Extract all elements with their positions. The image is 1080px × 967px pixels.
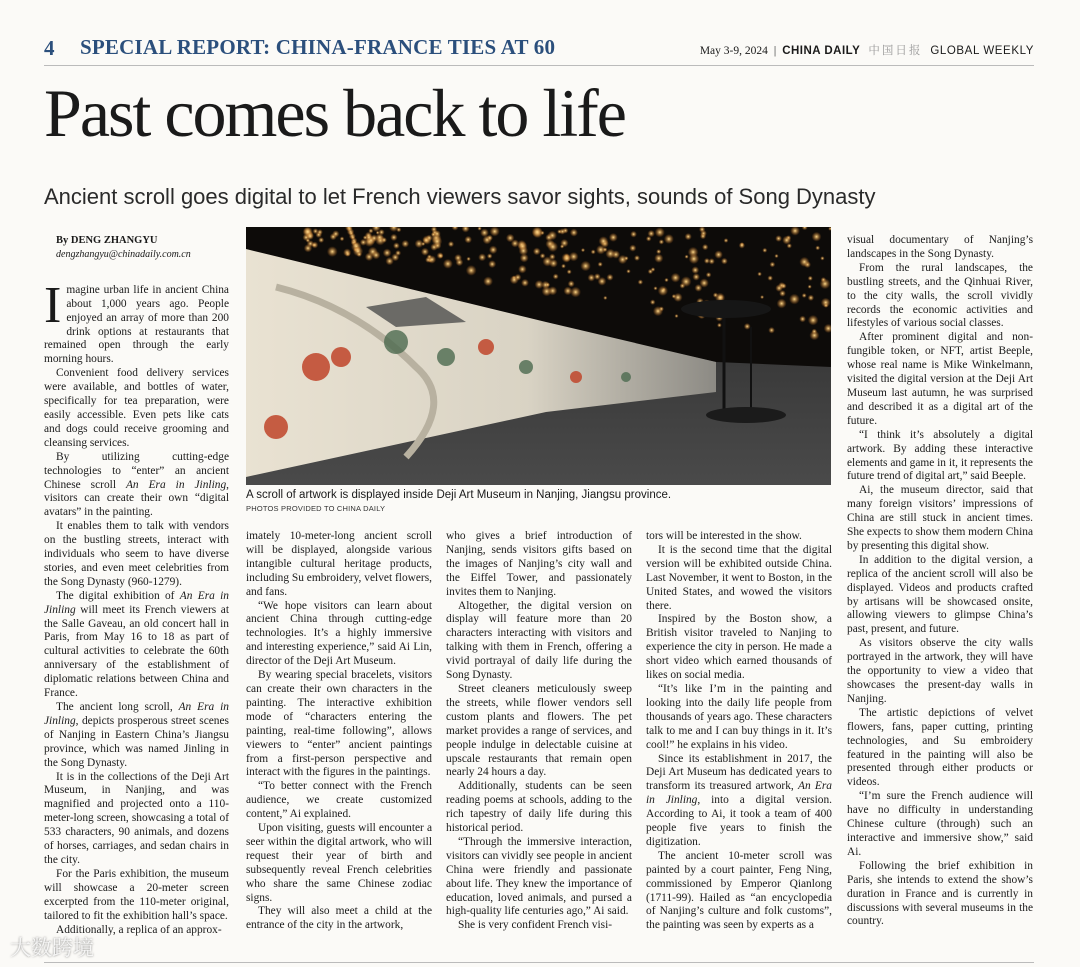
paragraph: Street cleaners meticulously sweep the streets, while flower vendors sell custom plants and flowers. The pet market provides a range of services, and people indulge in delectable cuisine at upscale restaurants that remain open nearly 24 hours a day. (446, 682, 632, 779)
photo-caption: A scroll of artwork is displayed inside Deji Art Museum in Nanjing, Jiangsu province. (246, 489, 672, 501)
masthead (700, 42, 1034, 58)
edition-name: GLOBAL WEEKLY (930, 45, 1034, 57)
paragraph: Ai, the museum director, said that many foreign visitors’ impressions of China are still stuck in ancient times. She expects to show them modern China by presenting this digital show. (847, 484, 1034, 552)
paragraph: Additionally, students can be seen reading poems at schools, adding to the rich tapestry of daily life during this historical period. (446, 780, 632, 835)
paragraph: “To better connect with the French audience, we create customized content,” Ai explained. (246, 780, 432, 821)
paragraph: As visitors observe the city walls portrayed in the artwork, they will have the opportunity to view a video that showcases the present-day walls in Nanjing. (847, 637, 1033, 705)
paragraph: From the rural landscapes, the bustling streets, and the Qinhuai River, to the city walls, the scroll vividly records the economic activities and lifestyles of various social classes. (847, 261, 1033, 330)
paragraph: She is very confident French visi- (458, 919, 613, 932)
paragraph: By utilizing cutting-edge technologies to “enter” an ancient Chinese scroll An Era in Jinling, visitors can create their own “digital avatars” in the painting. (44, 450, 229, 519)
paragraph: Inspired by the Boston show, a British visitor traveled to Nanjing to experience the city in person. He made a short video which earned thousands of likes on social media. (646, 613, 832, 682)
issue-date: May 3-9, 2024 (699, 45, 768, 57)
paragraph: visual documentary of Nanjing’s landscapes in the Song Dynasty. (847, 234, 1033, 260)
author-email: dengzhangyu@chinadaily.com.cn (56, 248, 191, 260)
paragraph: By wearing special bracelets, visitors can create their own characters in the painting. The interactive exhibition mode of “characters entering the painting, real-time following”, allows viewers to “enter” ancient paintings from a first-person perspective and interact with the figures in the paintings. (246, 669, 432, 779)
page-header (44, 30, 1034, 64)
paragraph: Altogether, the digital version on display will feature more than 20 characters interacting with visitors and talking with them in French, offering a vivid portrayal of daily life during the Song Dynasty. (446, 599, 632, 682)
paragraph: “Through the immersive interaction, visitors can vividly see people in ancient China were friendly and passionate about life. They knew the importance of education, loved animals, and pursed a high-quality life centuries ago,” Ai said. (446, 835, 632, 918)
paragraph: In addition to the digital version, a replica of the ancient scroll will also be displayed. Videos and products crafted by artisans will be showcased onsite, allowing viewers to glimpse China’s past, present, and future. (847, 553, 1033, 636)
column-3 (446, 530, 632, 933)
column-2 (246, 530, 432, 933)
header-rule (44, 65, 1034, 66)
column-5 (847, 234, 1033, 929)
paragraph: It enables them to talk with vendors on the bustling streets, interact with individuals who seem to have diverse stories, and even meet celebrities from the Song Dynasty (960-1279). (44, 520, 229, 588)
paragraph: Upon visiting, guests will encounter a seer within the digital artwork, who will request their year of birth and subsequently reveal French celebrities who share the same Chinese zodiac signs. (246, 822, 432, 904)
paragraph: Following the brief exhibition in Paris, she intends to extend the show’s duration in France and is currently in discussions with several museums in the country. (847, 859, 1033, 928)
subheadline: Ancient scroll goes digital to let French viewers savor sights, sounds of Song Dynasty (44, 184, 876, 209)
column-4 (646, 530, 832, 933)
publication-name: CHINA DAILY (782, 45, 861, 57)
paragraph: They will also meet a child at the entrance of the city in the artwork, (246, 905, 432, 932)
watermark-logo: 大数跨境 (10, 936, 94, 960)
paragraph: It is the second time that the digital version will be exhibited outside China. Last November, it went to Boston, in the United States, and wowed the visitors there. (646, 543, 832, 612)
chinese-logo: 中国日报 (868, 45, 923, 57)
paragraph: The ancient long scroll, An Era in Jinling, depicts prosperous street scenes of Nanjing in Eastern China’s Jiangsu province, which was named Jinling in the Song Dynasty. (44, 701, 229, 769)
paragraph: who gives a brief introduction of Nanjing, sends visitors gifts based on the images of Nanjing’s city wall and the Eiffel Tower, and passionately invites them to Nanjing. (446, 530, 632, 598)
paragraph: The ancient 10-meter scroll was painted by a court painter, Feng Ning, commissioned by Emperor Qianlong (1711-99). Hailed as “an encyclopedia of Nanjing’s culture and folk customs”, the painting was seen by experts as a (646, 849, 832, 932)
paragraph: imately 10-meter-long ancient scroll will be displayed, alongside various intangible cultural heritage products, including Su embroidery, velvet flowers, and fans. (246, 530, 432, 598)
paragraph: It is in the collections of the Deji Art Museum, in Nanjing, and was magnified and projected onto a 110-meter-long screen, showcasing a total of 533 characters, 90 animals, and dozens of horses, carriages, and sedan chairs in the city. (44, 770, 229, 866)
headline: Past comes back to life (44, 75, 625, 151)
paragraph: The digital exhibition of An Era in Jinling will meet its French viewers at the Salle Gaveau, an old concert hall in Paris, from May 16 to 18 as part of cultural activities to celebrate the 60th anniversary of the establishment of diplomatic relations between China and France. (44, 589, 229, 700)
paragraph: Imagine urban life in ancient China about 1,000 years ago. People enjoyed an array of more than 200 drink options at restaurants that remained open through the early morning hours. (44, 276, 229, 366)
paragraph: Additionally, a replica of an approx- (56, 923, 222, 936)
section-title: SPECIAL REPORT: CHINA-FRANCE TIES AT 60 (80, 35, 556, 59)
masthead-divider: | (773, 45, 777, 57)
paragraph: “It’s like I’m in the painting and looking into the daily life people from thousands of years ago. These characters talk to me and I can buy things in it. It’s cool!” he explains in his video. (646, 682, 832, 751)
page-number: 4 (44, 36, 55, 60)
paragraph: Convenient food delivery services were available, and bottles of water, specifically for tea preparation, were easily accessible. Even pets like cats and dogs could receive grooming and cleansing services. (44, 367, 229, 449)
paragraph: “I’m sure the French audience will have no difficulty in understanding Chinese culture (through) such an interactive and immersive show,” said Ai. (847, 790, 1033, 858)
paragraph: “We hope visitors can learn about ancient China through cutting-edge technologies. It’s a highly immersive and interesting experience,” said Ai Lin, director of the Deji Art Museum. (246, 599, 432, 668)
photo-credit: PHOTOS PROVIDED TO CHINA DAILY (246, 504, 386, 513)
byline: By DENG ZHANGYU (56, 235, 158, 246)
paragraph: tors will be interested in the show. (646, 530, 802, 542)
paragraph: For the Paris exhibition, the museum will showcase a 20-meter screen excerpted from the 110-meter original, tailored to fit the exhibition hall’s space. (44, 867, 229, 922)
paragraph: Since its establishment in 2017, the Deji Art Museum has dedicated years to transform its treasured artwork, An Era in Jinling, into a digital version. According to Ai, it took a team of 400 people five years to finish the digitization. (646, 752, 832, 848)
paragraph: “I think it’s absolutely a digital artwork. By adding these interactive elements and game in it, it represents the future trend of digital art,” said Beeple. (847, 428, 1033, 483)
paragraph: The artistic depictions of velvet flowers, fans, paper cutting, printing technologies, and Su embroidery featured in the painting will also be presented through either products or videos. (847, 706, 1033, 789)
paragraph: After prominent digital and non-fungible token, or NFT, artist Beeple, whose real name is Mike Winkelmann, visited the digital version at the Deji Art Museum last autumn, he was surprised and described it as a digital art of the future. (847, 331, 1033, 427)
museum-photo (246, 227, 831, 485)
footer-rule (44, 962, 1034, 963)
column-1 (44, 234, 229, 937)
scroll-gallery-image (246, 227, 831, 485)
drop-cap: I (44, 276, 62, 334)
